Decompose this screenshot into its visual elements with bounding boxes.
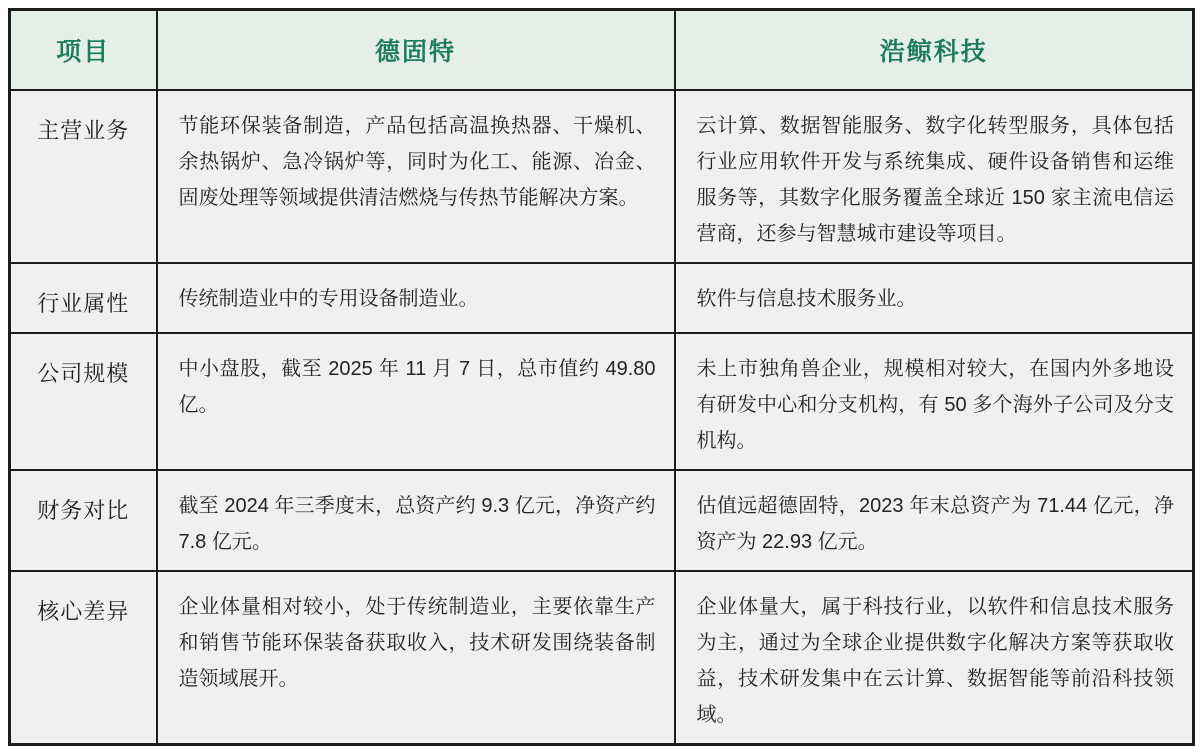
degute-cell: 传统制造业中的专用设备制造业。 [157,263,675,333]
header-haojing: 浩鲸科技 [675,10,1194,90]
table-row-finance-compare [10,470,1194,571]
haojing-cell: 云计算、数据智能服务、数字化转型服务，具体包括行业应用软件开发与系统集成、硬件设备销售和运维服务等，其数字化服务覆盖全球近 150 家主流电信运营商，还参与智慧城市建设等项目。 [675,90,1194,263]
table-row-core-difference [10,571,1194,745]
haojing-cell: 未上市独角兽企业，规模相对较大，在国内外多地设有研发中心和分支机构，有 50 多个海外子公司及分支机构。 [675,333,1194,470]
degute-cell: 企业体量相对较小，处于传统制造业，主要依靠生产和销售节能环保装备获取收入，技术研发围绕装备制造领域展开。 [157,571,675,745]
row-label: 行业属性 [10,263,157,333]
table-row-industry [10,263,1194,333]
table-row-main-business [10,90,1194,263]
degute-cell: 截至 2024 年三季度末，总资产约 9.3 亿元，净资产约 7.8 亿元。 [157,470,675,571]
header-degute: 德固特 [157,10,675,90]
row-label: 财务对比 [10,470,157,571]
header-item: 项目 [10,10,157,90]
haojing-cell: 软件与信息技术服务业。 [675,263,1194,333]
table-row-company-scale [10,333,1194,470]
company-comparison-table [8,8,1195,746]
row-label: 公司规模 [10,333,157,470]
haojing-cell: 企业体量大，属于科技行业，以软件和信息技术服务为主，通过为全球企业提供数字化解决方案等获取收益，技术研发集中在云计算、数据智能等前沿科技领域。 [675,571,1194,745]
haojing-cell: 估值远超德固特，2023 年末总资产为 71.44 亿元，净资产为 22.93 亿元。 [675,470,1194,571]
degute-cell: 节能环保装备制造，产品包括高温换热器、干燥机、余热锅炉、急冷锅炉等，同时为化工、能源、冶金、固废处理等领域提供清洁燃烧与传热节能解决方案。 [157,90,675,263]
row-label: 核心差异 [10,571,157,745]
degute-cell: 中小盘股，截至 2025 年 11 月 7 日，总市值约 49.80 亿。 [157,333,675,470]
row-label: 主营业务 [10,90,157,263]
table-header-row [10,10,1194,90]
